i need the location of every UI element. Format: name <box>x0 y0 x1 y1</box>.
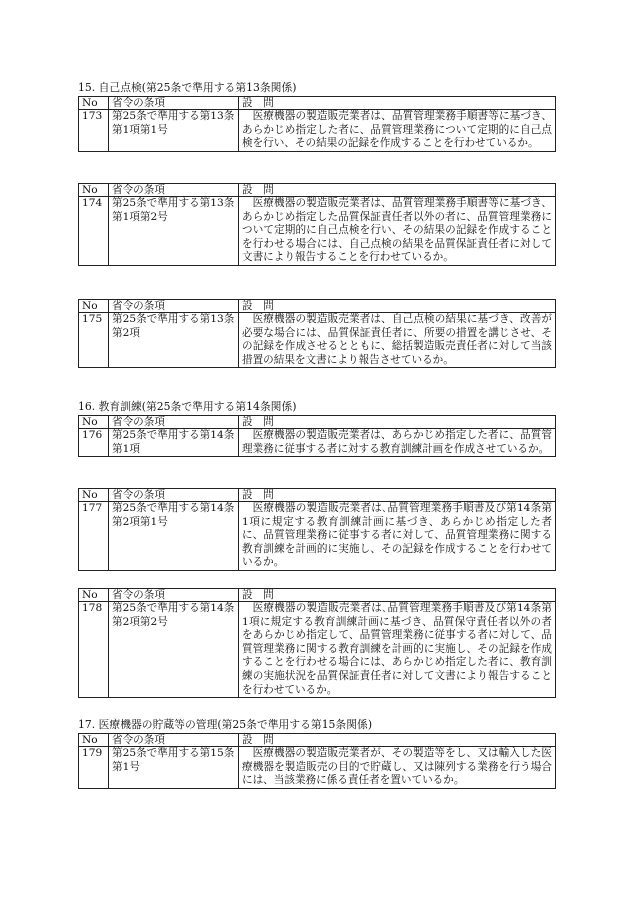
table-row <box>79 313 556 368</box>
header-question: 設 問 <box>239 489 556 502</box>
header-question: 設 問 <box>239 734 556 747</box>
item-question: 医療機器の製造販売業者は､品質管理業務手順書及び第14条第1項に規定する教育訓練計画に基づき、品質保守責任者以外の者をあらかじめ指定して、品質管理業務に従事する者に対して、品質管理業務に関する教育訓練を計画的に実施し、その記録を作成することを行わせる場合には、あらかじめ指定した者に、教育訓練の実施状況を品質保証責任者に対して文書により報告することを行わせているか。 <box>239 602 556 698</box>
header-article: 省令の条項 <box>109 416 239 429</box>
item-question: 医療機器の製造販売業者が、その製造等をし、又は輸入した医療機器を製造販売の目的で貯蔵し、又は陳列する業務を行う場合には、当該業務に係る責任者を置いているか。 <box>239 747 556 789</box>
item-number: 174 <box>79 197 109 266</box>
item-article: 第25条で準用する第13条第1項第2号 <box>109 197 239 266</box>
header-no: No <box>79 489 109 502</box>
table-row <box>79 110 556 152</box>
item-question: 医療機器の製造販売業者は、品質管理業務手順書等に基づき、あらかじめ指定した者に、品質管理業務について定期的に自己点検を行い、その結果の記録を作成することを行わせているか。 <box>239 110 556 152</box>
header-question: 設 問 <box>239 97 556 110</box>
item-article: 第25条で準用する第14条第1項 <box>109 429 239 457</box>
header-question: 設 問 <box>239 300 556 313</box>
section-title-education-training: 16. 教育訓練(第25条で準用する第14条関係) <box>78 400 297 413</box>
item-article: 第25条で準用する第13条第1項第1号 <box>109 110 239 152</box>
table-row <box>79 602 556 698</box>
header-article: 省令の条項 <box>109 184 239 197</box>
item-question: 医療機器の製造販売業者は、自己点検の結果に基づき、改善が必要な場合には、品質保証責任者に、所要の措置を講じさせ、その記録を作成させるとともに、総括製造販売責任者に対して当該措置の結果を文書により報告させているか。 <box>239 313 556 368</box>
header-question: 設 問 <box>239 184 556 197</box>
header-question: 設 問 <box>239 416 556 429</box>
item-article: 第25条で準用する第15条第1号 <box>109 747 239 789</box>
table-header-row <box>79 300 556 313</box>
table-row <box>79 429 556 457</box>
question-table-173 <box>78 96 556 152</box>
header-article: 省令の条項 <box>109 97 239 110</box>
header-no: No <box>79 97 109 110</box>
question-table-177 <box>78 488 556 571</box>
question-table-175 <box>78 299 556 368</box>
item-question: 医療機器の製造販売業者は、品質管理業務手順書等に基づき、あらかじめ指定した品質保証責任者以外の者に、品質管理業務について定期的に自己点検を行い、その結果の記録を作成することを行わせる場合には、自己点検の結果を品質保証責任者に対して文書により報告することを行わせているか。 <box>239 197 556 266</box>
section-title-self-inspection: 15. 自己点検(第25条で準用する第13条関係) <box>78 81 297 94</box>
item-number: 175 <box>79 313 109 368</box>
header-question: 設 問 <box>239 589 556 602</box>
header-article: 省令の条項 <box>109 300 239 313</box>
table-header-row <box>79 589 556 602</box>
table-header-row <box>79 734 556 747</box>
question-table-178 <box>78 588 556 698</box>
header-no: No <box>79 300 109 313</box>
item-number: 178 <box>79 602 109 698</box>
section-title-storage-management: 17. 医療機器の貯蔵等の管理(第25条で準用する第15条関係) <box>78 718 373 731</box>
header-no: No <box>79 416 109 429</box>
question-table-176 <box>78 415 556 457</box>
header-article: 省令の条項 <box>109 589 239 602</box>
question-table-174 <box>78 183 556 266</box>
table-header-row <box>79 184 556 197</box>
item-number: 173 <box>79 110 109 152</box>
header-article: 省令の条項 <box>109 734 239 747</box>
header-no: No <box>79 184 109 197</box>
item-article: 第25条で準用する第14条第2項第2号 <box>109 602 239 698</box>
table-row <box>79 197 556 266</box>
item-number: 179 <box>79 747 109 789</box>
table-header-row <box>79 489 556 502</box>
header-no: No <box>79 734 109 747</box>
item-article: 第25条で準用する第13条第2項 <box>109 313 239 368</box>
table-header-row <box>79 416 556 429</box>
item-number: 176 <box>79 429 109 457</box>
header-no: No <box>79 589 109 602</box>
table-header-row <box>79 97 556 110</box>
item-question: 医療機器の製造販売業者は、あらかじめ指定した者に、品質管理業務に従事する者に対する教育訓練計画を作成させているか。 <box>239 429 556 457</box>
table-row <box>79 502 556 571</box>
table-row <box>79 747 556 789</box>
item-question: 医療機器の製造販売業者は､品質管理業務手順書及び第14条第1項に規定する教育訓練計画に基づき、あらかじめ指定した者に、品質管理業務に従事する者に対して、品質管理業務に関する教育訓練を計画的に実施し、その記録を作成することを行わせているか。 <box>239 502 556 571</box>
header-article: 省令の条項 <box>109 489 239 502</box>
item-number: 177 <box>79 502 109 571</box>
question-table-179 <box>78 733 556 789</box>
item-article: 第25条で準用する第14条第2項第1号 <box>109 502 239 571</box>
